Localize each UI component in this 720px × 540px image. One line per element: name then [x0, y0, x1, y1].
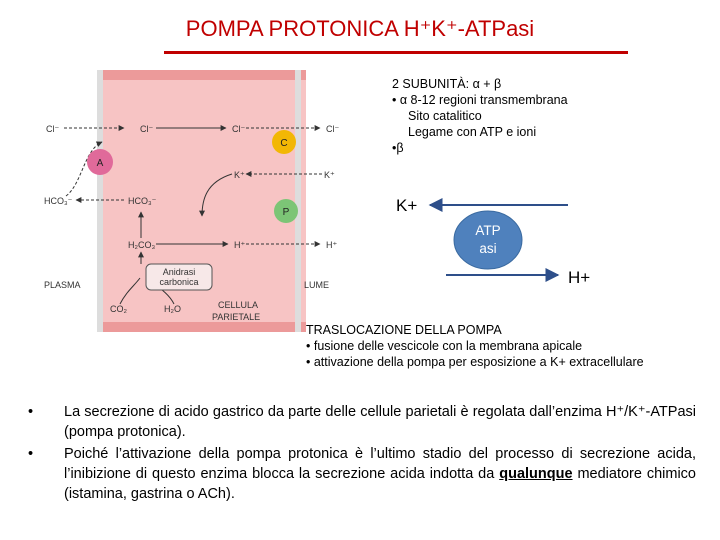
bullet-marker: • [28, 404, 34, 420]
translocation-heading: TRASLOCAZIONE DELLA POMPA [306, 323, 502, 337]
title-underline [164, 51, 628, 54]
alpha-sub-1: Sito catalitico [408, 109, 482, 123]
bullet-text-2 [64, 444, 696, 504]
ion-k-cell: K⁺ [234, 170, 245, 180]
bullet-item-2 [28, 444, 696, 504]
ion-hco3-cell: HCO₃⁻ [128, 196, 157, 206]
translocation-block [306, 322, 644, 370]
cell-top-border [100, 70, 306, 80]
pump-h-label: H+ [568, 268, 591, 287]
ion-h2co3: H₂CO₃ [128, 240, 156, 250]
page-title: POMPA PROTONICA H⁺K⁺-ATPasi [185, 16, 535, 41]
alpha-line: • α 8-12 regioni transmembrana [392, 93, 568, 107]
bullet-marker: • [28, 446, 34, 462]
bullet-list [28, 402, 696, 506]
ion-cl-plasma: Cl⁻ [46, 124, 60, 134]
label-lume: LUME [304, 280, 330, 290]
subunits-heading: 2 SUBUNITÀ: α + β [392, 77, 502, 91]
enzyme-label-1: Anidrasi [162, 267, 196, 277]
bullet-text-2-end: mediatore chimico (istamina, gastrina o ACh). [64, 466, 696, 502]
pump-k-label: K+ [396, 196, 418, 215]
channel-p-label: P [282, 207, 290, 218]
ion-h2o: H₂O [164, 304, 181, 314]
channel-a-label: A [96, 158, 104, 169]
ion-hco3-plasma: HCO₃⁻ [44, 196, 73, 206]
translocation-point-1: • fusione delle vescicole con la membrana apicale [306, 339, 583, 353]
subunits-block [392, 76, 568, 156]
bullet-text-2-emphasis: qualunque [499, 466, 573, 482]
alpha-sub-2: Legame con ATP e ioni [408, 125, 537, 139]
beta-line: •β [392, 141, 404, 155]
atpase-label-1: ATP [475, 223, 501, 238]
translocation-point-2: • attivazione della pompa per esposizione a K+ extracellulare [306, 355, 644, 369]
bullet-text-2-start: Poiché l’attivazione della pompa protonica è l’ultimo stadio del processo di secrezione acida, l’inibizione di questo enzima blocca la secrezione acida indotta da [64, 446, 696, 482]
ion-h-cell: H⁺ [234, 240, 246, 250]
bullet-item-1 [28, 402, 696, 442]
ion-h-lumen: H⁺ [326, 240, 338, 250]
ion-cl-membrane: Cl⁻ [232, 124, 246, 134]
enzyme-label-2: carbonica [159, 277, 199, 287]
atpase-label-2: asi [479, 241, 497, 256]
ion-k-lumen: K⁺ [324, 170, 335, 180]
atpase-label [454, 222, 522, 258]
label-cellula: CELLULA [218, 300, 259, 310]
channel-c-label: C [280, 138, 288, 149]
label-parietale: PARIETALE [212, 312, 261, 322]
ion-cl-lumen: Cl⁻ [326, 124, 340, 134]
cell-bottom-border [100, 322, 306, 332]
ion-co2: CO₂ [110, 304, 127, 314]
label-plasma: PLASMA [44, 280, 81, 290]
parietal-cell-diagram [36, 66, 356, 338]
ion-cl-cell: Cl⁻ [140, 124, 154, 134]
bullet-text-1: La secrezione di acido gastrico da parte delle cellule parietali è regolata dall’enzima H⁺/K⁺-ATPasi (pompa protonica). [64, 404, 696, 440]
